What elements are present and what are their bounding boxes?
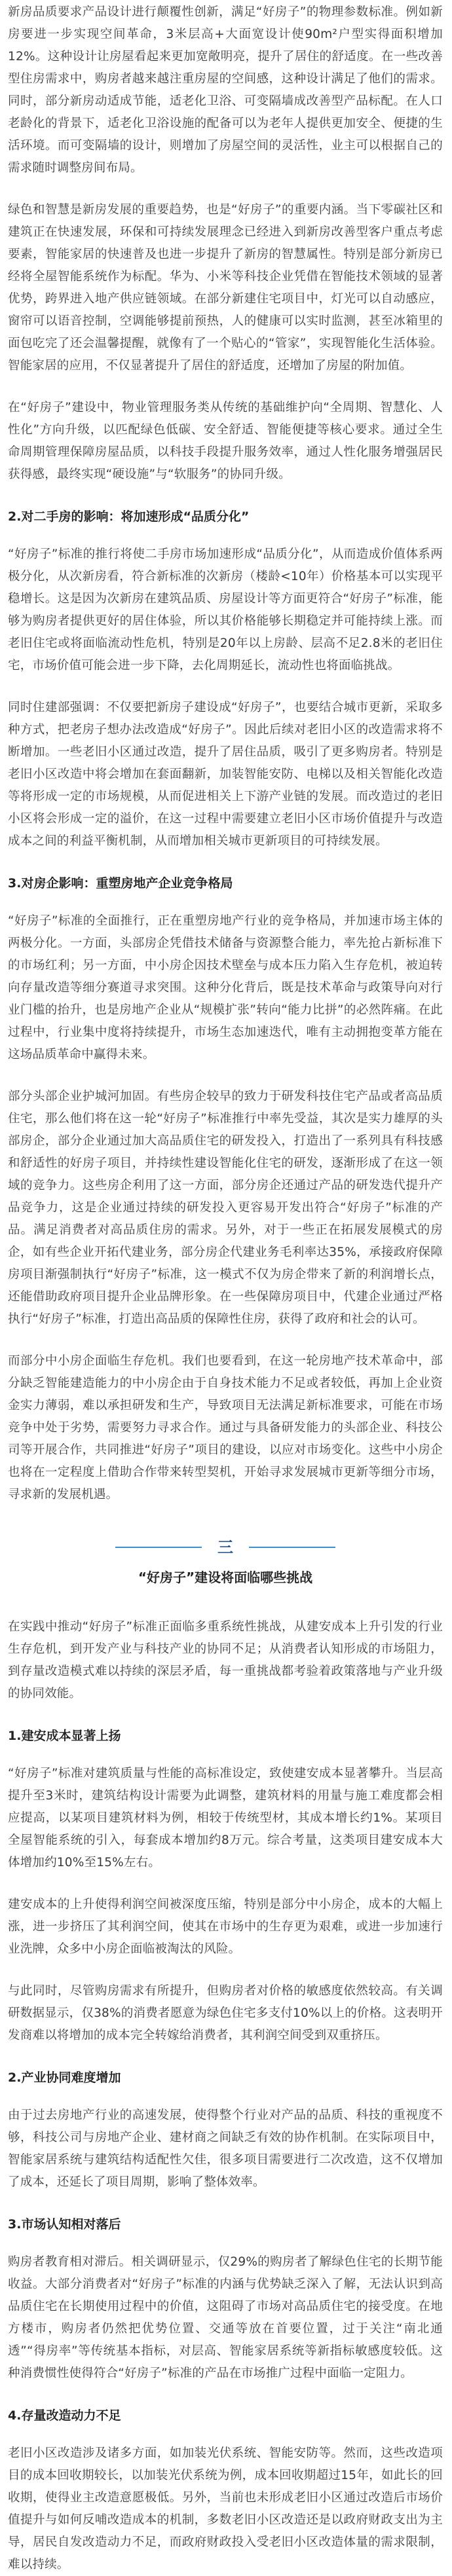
paragraph: 由于过去房地产行业的高速发展，使得整个行业对产品的品质、科技的重视度不够，科技公司与房地产企业、建材商之间缺乏有效的协作机制。在实际项目中，智能家居系统与建筑结构适配性欠佳，很多项目需要进行二次改造，这不仅增加了成本，还延长了项目周期，影响了整体效率。 xyxy=(8,2108,443,2189)
paragraph: 部分头部企业护城河加固。有些房企较早的致力于研发科技住宅产品或者高品质住宅，那么他们将在这一轮“好房子”标准推行中率先受益，其次是实力雄厚的头部房企，部分企业通过加大高品质住宅的研发投入，打造出了一系列具有科技感和舒适性的好房子项目，并持续性建设智能化住宅的研发，逐渐形成了在这一领域的竞争力。这些房企利用了这一方面，部分房企还通过产品的研发迭代提升产品竞争力，这是企业通过持续的研发投入更容易开发出符合“好房子”标准的产品。满足消费者对高品质住房的需求。另外，对于一些正在拓展发展模式的房企，如有些企业开拓代建业务，部分房企代建业务毛利率达35%，承接政府保障房项目渐强制执行“好房子”标准，这一模式不仅为房企带来了新的利润增长点，还能借助政府项目提升企业品牌形象。在一些保障房项目中，代建企业通过严格执行“好房子”标准，打造出高品质的保障性住房，获得了政府和社会的认可。 xyxy=(8,1090,443,1326)
paragraph: 老旧小区改造涉及诸多方面，如加装光伏系统、智能安防等。然而，这些改造项目的成本回收期较长，以加装光伏系统为例，成本回收期超过15年，如此长的回收期，使得业主改造意愿极低。另外，当前也未形成老旧小区通过改造后市场价值提升与如何反哺改造成本的机制，多数老旧小区改造还是以政府财政支出为主导，居民自发改造动力不足，而政府财政投入受老旧小区改造体量的需求限制，难以持续。 xyxy=(8,2446,443,2571)
subheading-cost: 1.建安成本显著上扬 xyxy=(8,1729,121,1743)
paragraph: 而部分中小房企面临生存危机。我们也要看到，在这一轮房地产技术革命中，部分缺乏智能建造能力的中小房企由于自身技术能力不足或者较低，再加上企业资金实力薄弱，难以承担研发和生产，导致项目无法满足新标准要求，可能在市场竞争中处于劣势，需要努力寻求合作。通过与具备研发能力的头部企业、科技公司等开展合作，共同推进“好房子”项目的建设，以应对市场变化。这些中小房企也将在一定程度上借助合作带来转型契机，开始寻求发展城市更新等细分市场，寻求新的发展机遇。 xyxy=(8,1354,443,1501)
subheading-developer-impact: 3.对房企影响：重塑房地产企业竞争格局 xyxy=(8,876,233,891)
paragraph: 新房品质要求产品设计进行颠覆性创新，满足“好房子”的物理参数标准。例如新房要进一步实现空间革命，3米层高+大面宽设计使90m²户型实得面积增加12%。这种设计让房屋看起来更加宽敞明亮，提升了居住的舒适度。在一些改善型住房需求中，购房者越来越注重房屋的空间感，这种设计满足了他们的需求。同时，部分新房动适成节能，适老化卫浴、可变隔墙成改善型产品标配。在人口老龄化的背景下，适老化卫浴设施的配备可以为老年人提供更加安全、便捷的生活环境。而可变隔墙的设计，则增加了房屋空间的灵活性，业主可以根据自己的需求随时调整房间布局。 xyxy=(8,5,443,175)
section-number: 三 xyxy=(217,1538,233,1556)
divider-line-left xyxy=(115,1547,202,1548)
paragraph: 购房者教育相对滞后。相关调研显示，仅29%的购房者了解绿色住宅的长期节能收益。大部分消费者对“好房子”标准的内涵与优势缺乏深入了解，无法认识到高品质住宅在长期使用过程中的价值，这阻碍了市场对高品质住宅的接受度。在地方楼市，购房者仍然把优势位置、交通等放在首要位置，过于关注“南北通透”“得房率”等传统基本指标，对层高、智能家居系统等新指标敏感度较低。这种消费惯性使得符合“好房子”标准的产品在市场推广过程中面临一定阻力。 xyxy=(8,2255,443,2380)
section-number-row xyxy=(8,1537,443,1557)
paragraph: 在“好房子”建设中，物业管理服务类从传统的基础维护向“全周期、智慧化、人性化”方向升级，以匹配绿色低碳、安全舒适、智能便捷等核心要求。通过全生命周期管理保障房屋品质，以科技手段提升服务效率，通过人性化服务增强居民获得感，最终实现“硬设施”与“软服务”的协同升级。 xyxy=(8,401,443,481)
subheading-renovation-motivation: 4.存量改造动力不足 xyxy=(8,2408,121,2423)
subheading-secondhand-impact: 2.对二手房的影响：将加速形成“品质分化” xyxy=(8,509,250,524)
subheading-industry-synergy: 2.产业协同难度增加 xyxy=(8,2070,121,2085)
section-divider xyxy=(8,1537,443,1587)
paragraph: 与此同时，尽管购房需求有所提升，但购房者对价格的敏感度依然较高。有关调研数据显示，仅38%的消费者愿意为绿色住宅多支付10%以上的价格。这表明开发商难以将增加的成本完全转嫁给消费者，其利润空间受到双重挤压。 xyxy=(8,1984,443,2042)
section-title: “好房子”建设将面临哪些挑战 xyxy=(138,1570,313,1585)
article-page xyxy=(0,1,452,2571)
paragraph: 绿色和智慧是新房发展的重要趋势，也是“好房子”的重要内涵。当下零碳社区和建筑正在快速发展，环保和可持续发展理念已经进入到新房改善型客户重点考虑要素，智能家居的快速普及也进一步提升了新房的智慧属性。特别是部分新房已经将全屋智能系统作为标配。华为、小米等科技企业凭借在智能技术领域的显著优势，跨界进入地产供应链领域。在部分新建住宅项目中，灯光可以自动感应，窗帘可以语音控制，空调能够提前预热，人的健康可以实时监测，甚至冰箱里的面包吃完了还会温馨提醒，就像有了一个贴心的“管家”，实现智能化生活体验。智能家居的应用，不仅显著提升了居住的舒适度，还增加了房屋的附加值。 xyxy=(8,203,443,373)
divider-line-right xyxy=(249,1547,335,1548)
paragraph: “好房子”标准的推行将使二手房市场加速形成“品质分化”，从而造成价值体系两极分化，从次新房看，符合新标准的次新房（楼龄<10年）价格基本可以实现平稳增长。这是因为次新房在建筑品质、房屋设计等方面更符合“好房子”标准，能够为购房者提供更好的居住体验，所以其价格能够长期稳定并可能持续上涨。而老旧住宅或将面临流动性危机，特别是20年以上房龄、层高不足2.8米的老旧住宅，市场价值可能会进一步下降，去化周期延长，流动性也将面临挑战。 xyxy=(8,547,443,672)
subheading-market-awareness: 3.市场认知相对落后 xyxy=(8,2217,121,2232)
paragraph: “好房子”标准对建筑质量与性能的高标准设定，致使建安成本显著攀升。当层高提升至3米时，建筑结构设计需要为此调整，建筑材料的用量与施工难度都会相应提高，以某项目建筑材料为例，相较于传统型材，其成本增长约1%。某项目全屋智能系统的引入，每套成本增加约8万元。综合考量，这类项目建安成本大体增加约10%至15%左右。 xyxy=(8,1767,443,1869)
article-body xyxy=(0,1,452,2576)
paragraph: 建安成本的上升使得利润空间被深度压缩，特别是部分中小房企，成本的大幅上涨，进一步挤压了其利润空间，使其在市场中的生存更为艰难，或进一步加速行业洗牌，众多中小房企面临被淘汰的风险。 xyxy=(8,1898,443,1956)
paragraph-intro: 在实践中推动“好房子”标准正面临多重系统性挑战，从建安成本上升引发的行业生存危机，到开发产业与科技产业的协同不足；从消费者认知形成的市场阻力，到存量改造模式难以持续的深层矛盾，每一重挑战都考验着政策落地与产业升级的协同效能。 xyxy=(8,1620,443,1701)
paragraph: “好房子”标准的全面推行，正在重塑房地产行业的竞争格局，并加速市场主体的两极分化。一方面，头部房企凭借技术储备与资源整合能力，率先抢占新标准下的市场红利；另一方面，中小房企因技术壁垒与成本压力陷入生存危机，被迫转向存量改造等细分赛道寻求突围。这种分化背后，既是技术革命与政策导向对行业门槛的抬升，也是房地产企业从“规模扩张”转向“能力比拼”的必然阵痛。在此过程中，行业集中度将持续提升，市场生态加速迭代，唯有主动拥抱变革方能在这场品质革命中赢得未来。 xyxy=(8,914,443,1061)
paragraph: 同时住建部强调：不仅要把新房子建设成“好房子”，也要结合城市更新，采取多种方式，把老房子想办法改造成“好房子”。因此后续对老旧小区的改造需求将不断增加。一些老旧小区通过改造，提升了居住品质，吸引了更多购房者。特别是老旧小区改造中将会增加在套面翻新，加装智能安防、电梯以及相关智能化改造等将形成一定的市场规模，从而促进相关上下游产业链的发展。而改造过的老旧小区将会形成一定的溢价，在这一过程中需要建立老旧小区市场价值提升与改造成本之间的利益平衡机制，从而增加相关城市更新项目的可持续发展。 xyxy=(8,701,443,848)
